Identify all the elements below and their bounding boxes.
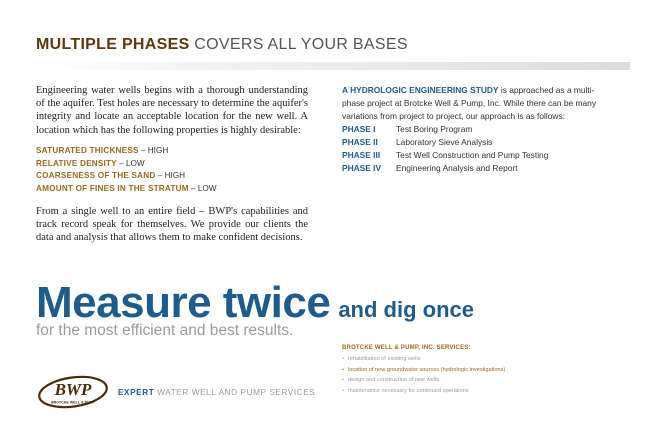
header-rule [36,62,630,70]
service-item [342,354,632,365]
right-column [342,84,616,175]
phase-desc: Laboratory Sieve Analysis [396,137,493,147]
services-block [342,345,632,396]
intro-paragraph: Engineering water wells begins with a thorough understanding of the aquifer. Test holes are necessary to determine the aquifer's integrity and locate an acceptable location for the new well. A location which has the following properties is highly desirable: [36,85,308,136]
service-text: rehabilitation of existing wells [347,356,421,362]
property-value: LOW [125,158,145,168]
property-value: HIGH [147,145,169,155]
footer-expert: EXPERT [118,388,155,397]
headline-big: Measure twice [36,278,331,327]
headline [36,278,474,328]
bullet-icon: • [342,377,344,383]
study-intro-highlight: A HYDROLOGIC ENGINEERING STUDY [342,85,499,95]
phase-item [342,136,616,149]
bwp-logo [36,375,110,409]
bullet-icon: • [342,356,344,362]
property-key: COARSENESS OF THE SAND [36,171,156,181]
service-text: maintenance necessary for continued operations [347,387,469,394]
study-intro [342,84,616,123]
headline-small: and dig once [338,297,474,322]
phase-item [342,162,616,175]
service-item [342,386,632,397]
footer-tagline [118,388,315,397]
service-text: design and construction of new wells [347,377,440,383]
phase-desc: Test Boring Program [396,124,473,134]
service-text: location of new groundwater sources (hydrologic investigations) [347,366,506,373]
phase-label: PHASE III [342,150,381,160]
phase-label: PHASE IV [342,163,382,173]
property-item: COARSENESS OF THE SAND – HIGH [36,171,186,181]
study-intro-text: is approached as a multi-phase project at Brotcke Well & Pump, Inc. While there can be many variations from project to project, our approach is as follows: [342,85,597,121]
properties-list [36,145,308,196]
bullet-icon: • [342,366,344,373]
page-header [36,36,408,54]
property-item: AMOUNT OF FINES IN THE STRATUM – LOW [36,184,217,194]
bullet-icon: • [342,387,344,394]
footer-rest: WATER WELL AND PUMP SERVICES [157,388,316,397]
service-item [342,375,632,386]
phase-label: PHASE I [342,124,376,134]
logo-text: BWP [54,380,92,399]
header-light: COVERS ALL YOUR BASES [194,36,408,53]
service-item [342,365,632,376]
phase-item [342,123,616,136]
phase-item [342,149,616,162]
property-key: RELATIVE DENSITY [36,158,117,168]
left-column [36,84,308,245]
header-strong: MULTIPLE PHASES [36,36,190,53]
logo-subtext: BROTCKE WELL & PUMP [51,400,95,405]
property-key: SATURATED THICKNESS [36,145,139,155]
phase-desc: Engineering Analysis and Report [396,163,518,173]
phase-desc: Test Well Construction and Pump Testing [396,150,549,160]
phases-list [342,123,616,175]
phase-label: PHASE II [342,137,378,147]
property-item: SATURATED THICKNESS – HIGH [36,145,169,155]
services-title: BROTCKE WELL & PUMP, INC. SERVICES: [342,345,471,351]
capabilities-paragraph: From a single well to an entire field – BWP's capabilities and track record speak for themselves. We provide our clients the data and analysis that allows them to make confident decisions. [36,206,308,244]
property-value: HIGH [164,171,186,181]
property-value: LOW [197,184,217,194]
services-list [342,354,632,396]
property-item: RELATIVE DENSITY – LOW [36,158,145,168]
property-key: AMOUNT OF FINES IN THE STRATUM [36,184,189,194]
tagline: for the most efficient and best results. [36,322,294,339]
